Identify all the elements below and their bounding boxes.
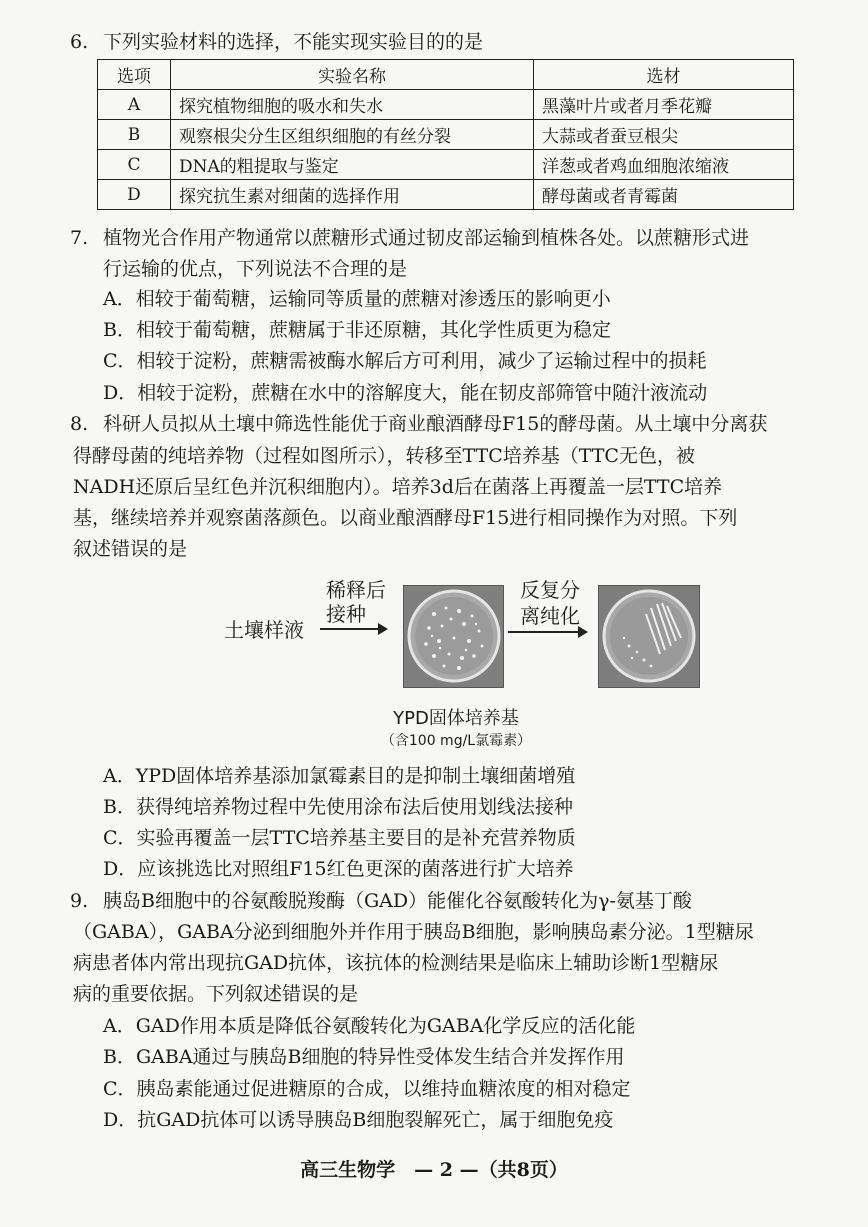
soil-sample-label: 土壤样液 xyxy=(224,618,304,642)
question-9-stem-line: 病患者体内常出现抗GAD抗体，该抗体的检测结果是临床上辅助诊断1型糖尿 xyxy=(73,952,719,974)
table-cell: C xyxy=(98,150,171,180)
experiment-table xyxy=(97,59,794,210)
table-cell: B xyxy=(98,120,171,150)
question-8-option-d: D．应该挑选比对照组F15红色更深的菌落进行扩大培养 xyxy=(103,858,574,880)
table-header: 选项 xyxy=(98,60,171,90)
question-9-stem-line: 胰岛B细胞中的谷氨酸脱羧酶（GAD）能催化谷氨酸转化为γ-氨基丁酸 xyxy=(103,890,692,912)
question-9-option-b: B．GABA通过与胰岛B细胞的特异性受体发生结合并发挥作用 xyxy=(103,1046,625,1068)
table-cell: A xyxy=(98,90,171,120)
table-cell: 大蒜或者蚕豆根尖 xyxy=(534,120,794,150)
figure-caption-medium: YPD固体培养基 xyxy=(393,708,519,729)
question-6-stem: 下列实验材料的选择，不能实现实验目的的是 xyxy=(103,31,484,53)
purify-label: 离纯化 xyxy=(520,604,580,628)
question-8-stem-line: 基，继续培养并观察菌落颜色。以商业酿酒酵母F15进行相同操作为对照。下列 xyxy=(73,507,738,529)
petri-dish-streak-image xyxy=(598,585,700,688)
arrow-right-icon xyxy=(508,631,586,633)
table-header-row xyxy=(98,60,794,90)
question-8-stem-line: 得酵母菌的纯培养物（过程如图所示），转移至TTC培养基（TTC无色，被 xyxy=(73,445,695,467)
table-cell: 探究植物细胞的吸水和失水 xyxy=(171,90,534,120)
question-8-stem-line: NADH还原后呈红色并沉积细胞内）。培养3d后在菌落上再覆盖一层TTC培养 xyxy=(73,476,723,498)
table-cell: D xyxy=(98,180,171,210)
question-6-number: 6. xyxy=(70,31,89,53)
table-cell: DNA的粗提取与鉴定 xyxy=(171,150,534,180)
question-7-option-d: D．相较于淀粉，蔗糖在水中的溶解度大，能在韧皮部筛管中随汁液流动 xyxy=(103,382,708,404)
dilute-label: 稀释后 xyxy=(326,578,386,602)
question-9-stem-line: （GABA），GABA分泌到细胞外并作用于胰岛B细胞，影响胰岛素分泌。1型糖尿 xyxy=(73,921,754,943)
table-cell: 酵母菌或者青霉菌 xyxy=(534,180,794,210)
spread-plate-icon xyxy=(404,586,503,687)
question-7-number: 7. xyxy=(70,227,89,249)
inoculate-label: 接种 xyxy=(326,602,366,626)
question-8-option-b: B．获得纯培养物过程中先使用涂布法后使用划线法接种 xyxy=(103,796,573,818)
question-7-option-a: A．相较于葡萄糖，运输同等质量的蔗糖对渗透压的影响更小 xyxy=(103,288,611,310)
question-8-option-c: C．实验再覆盖一层TTC培养基主要目的是补充营养物质 xyxy=(103,827,576,849)
figure-caption-antibiotic: （含100 mg/L氯霉素） xyxy=(380,733,532,749)
question-7-stem-line: 植物光合作用产物通常以蔗糖形式通过韧皮部运输到植株各处。以蔗糖形式进 xyxy=(103,227,750,249)
question-8-number: 8. xyxy=(70,413,89,435)
table-cell: 观察根尖分生区组织细胞的有丝分裂 xyxy=(171,120,534,150)
arrow-right-icon xyxy=(320,628,386,630)
table-header: 实验名称 xyxy=(171,60,534,90)
petri-dish-spread-image xyxy=(403,585,504,688)
repeat-label: 反复分 xyxy=(520,578,580,602)
table-row xyxy=(98,120,794,150)
question-9-stem-line: 病的重要依据。下列叙述错误的是 xyxy=(73,983,359,1005)
question-7-stem-line: 行运输的优点，下列说法不合理的是 xyxy=(103,258,408,280)
question-7-option-c: C．相较于淀粉，蔗糖需被酶水解后方可利用，减少了运输过程中的损耗 xyxy=(103,350,707,372)
table-cell: 洋葱或者鸡血细胞浓缩液 xyxy=(534,150,794,180)
table-row xyxy=(98,180,794,210)
table-cell: 探究抗生素对细菌的选择作用 xyxy=(171,180,534,210)
table-row xyxy=(98,90,794,120)
table-header: 选材 xyxy=(534,60,794,90)
question-9-number: 9. xyxy=(70,890,89,912)
table-row xyxy=(98,150,794,180)
streak-plate-icon xyxy=(599,586,699,687)
question-7-option-b: B．相较于葡萄糖，蔗糖属于非还原糖，其化学性质更为稳定 xyxy=(103,319,611,341)
question-9-option-d: D．抗GAD抗体可以诱导胰岛B细胞裂解死亡，属于细胞免疫 xyxy=(103,1109,614,1131)
question-8-stem-line: 叙述错误的是 xyxy=(73,538,188,560)
table-cell: 黑藻叶片或者月季花瓣 xyxy=(534,90,794,120)
question-9-option-a: A．GAD作用本质是降低谷氨酸转化为GABA化学反应的活化能 xyxy=(103,1015,636,1037)
question-8-option-a: A．YPD固体培养基添加氯霉素目的是抑制土壤细菌增殖 xyxy=(103,765,576,787)
question-8-stem-line: 科研人员拟从土壤中筛选性能优于商业酿酒酵母F15的酵母菌。从土壤中分离获 xyxy=(103,413,768,435)
question-9-option-c: C．胰岛素能通过促进糖原的合成，以维持血糖浓度的相对稳定 xyxy=(103,1078,631,1100)
page-footer: 高三生物学 — 2 —（共8页） xyxy=(300,1159,568,1181)
